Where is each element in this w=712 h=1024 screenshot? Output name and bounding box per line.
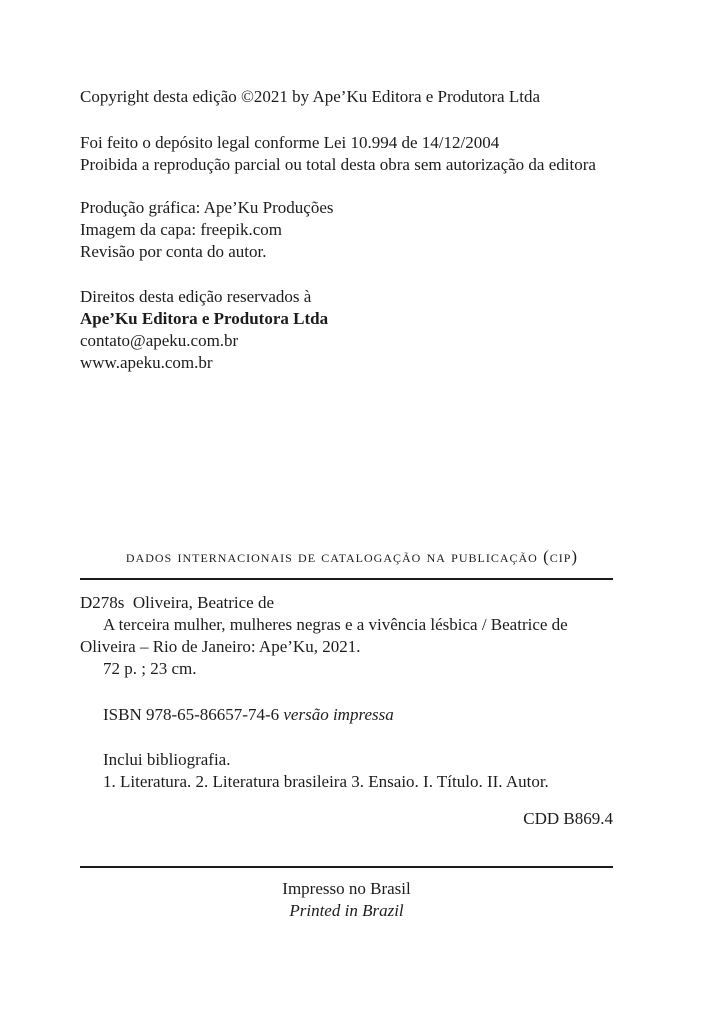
legal-block — [80, 132, 620, 176]
cip-title-line-1: A terceira mulher, mulheres negras e a vivência lésbica / Beatrice de — [103, 615, 568, 634]
cover-image-credit: Imagem da capa: freepik.com — [80, 220, 283, 239]
cip-cdd: CDD B869.4 — [523, 809, 613, 828]
printed-in-english: Printed in Brazil — [289, 901, 404, 920]
graphic-production-credit: Produção gráfica: Ape’Ku Produções — [80, 198, 334, 217]
cip-code: D278s — [80, 593, 125, 612]
cip-bottom-rule — [80, 866, 613, 868]
rights-block — [80, 286, 620, 374]
cip-author: Oliveira, Beatrice de — [132, 593, 275, 612]
cip-first-line — [80, 592, 620, 614]
revision-note: Revisão por conta do autor. — [80, 242, 267, 261]
cip-title-line-2: Oliveira – Rio de Janeiro: Ape’Ku, 2021. — [80, 637, 361, 656]
reproduction-notice: Proibida a reprodução parcial ou total desta obra sem autorização da editora — [80, 155, 596, 174]
cip-record — [80, 592, 620, 680]
cip-isbn-line — [80, 704, 620, 726]
publisher-name: Ape’Ku Editora e Produtora Ltda — [80, 309, 329, 328]
isbn-note: versão impressa — [283, 705, 394, 724]
legal-deposit-line: Foi feito o depósito legal conforme Lei 10.994 de 14/12/2004 — [80, 133, 500, 152]
printed-in-block — [80, 878, 613, 922]
copyright-block — [80, 86, 620, 108]
cip-subjects: 1. Literatura. 2. Literatura brasileira 3. Ensaio. I. Título. II. Autor. — [103, 772, 549, 791]
copyright-line: Copyright desta edição ©2021 by Ape’Ku Editora e Produtora Ltda — [80, 87, 541, 106]
cip-subjects-block — [80, 749, 620, 793]
publisher-website: www.apeku.com.br — [80, 353, 213, 372]
cip-bibliography: Inclui bibliografia. — [103, 750, 231, 769]
cip-pages: 72 p. ; 23 cm. — [103, 659, 197, 678]
isbn-number: ISBN 978-65-86657-74-6 — [103, 705, 280, 724]
cip-top-rule — [80, 578, 613, 580]
rights-intro: Direitos desta edição reservados à — [80, 287, 312, 306]
cip-isbn-block — [80, 704, 620, 726]
publisher-email: contato@apeku.com.br — [80, 331, 239, 350]
credits-block — [80, 197, 620, 263]
printed-in-portuguese: Impresso no Brasil — [282, 879, 411, 898]
cip-header: dados internacionais de catalogação na publicação (cip) — [125, 547, 579, 566]
